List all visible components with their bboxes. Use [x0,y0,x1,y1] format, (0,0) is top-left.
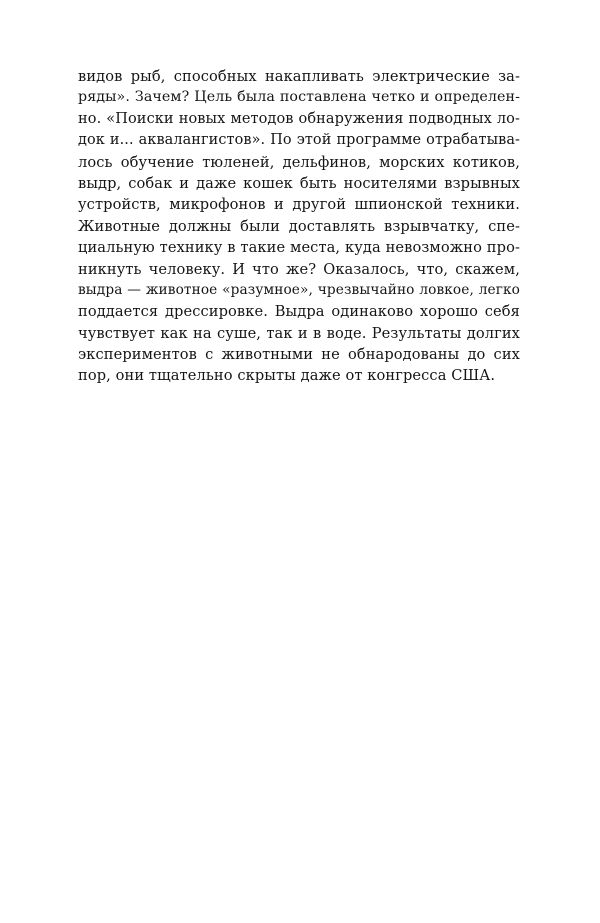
text-line: выдр, собак и даже кошек быть носителями взрывных [78,174,520,192]
text-line: чувствует как на суше, так и в воде. Результаты долгих [78,324,520,342]
text-line: док и... аквалангистов». По этой программе отрабатыва- [78,132,520,149]
text-line: выдра — животное «разумное», чрезвычайно ловкое, легко [78,281,520,298]
text-line: Животные должны были доставлять взрывчатку, спе- [78,217,520,235]
text-line: поддается дрессировке. Выдра одинаково хорошо себя [78,303,520,321]
text-line-last: пор, они тщательно скрыты даже от конгресса США. [78,367,496,385]
text-line: но. «Поиски новых методов обнаружения подводных ло- [78,110,520,127]
text-line: ряды». Зачем? Цель была поставлена четко и определен- [78,89,520,106]
text-line: видов рыб, способных накапливать электрические за- [78,68,520,85]
body-paragraph [78,66,520,387]
text-line: экспериментов с животными не обнародованы до сих [78,346,520,364]
text-line: лось обучение тюленей, дельфинов, морских котиков, [78,153,520,171]
text-line: циальную технику в такие места, куда невозможно про- [78,239,520,257]
text-line: никнуть человеку. И что же? Оказалось, что, скажем, [78,260,520,278]
text-line: устройств, микрофонов и другой шпионской техники. [78,196,520,214]
